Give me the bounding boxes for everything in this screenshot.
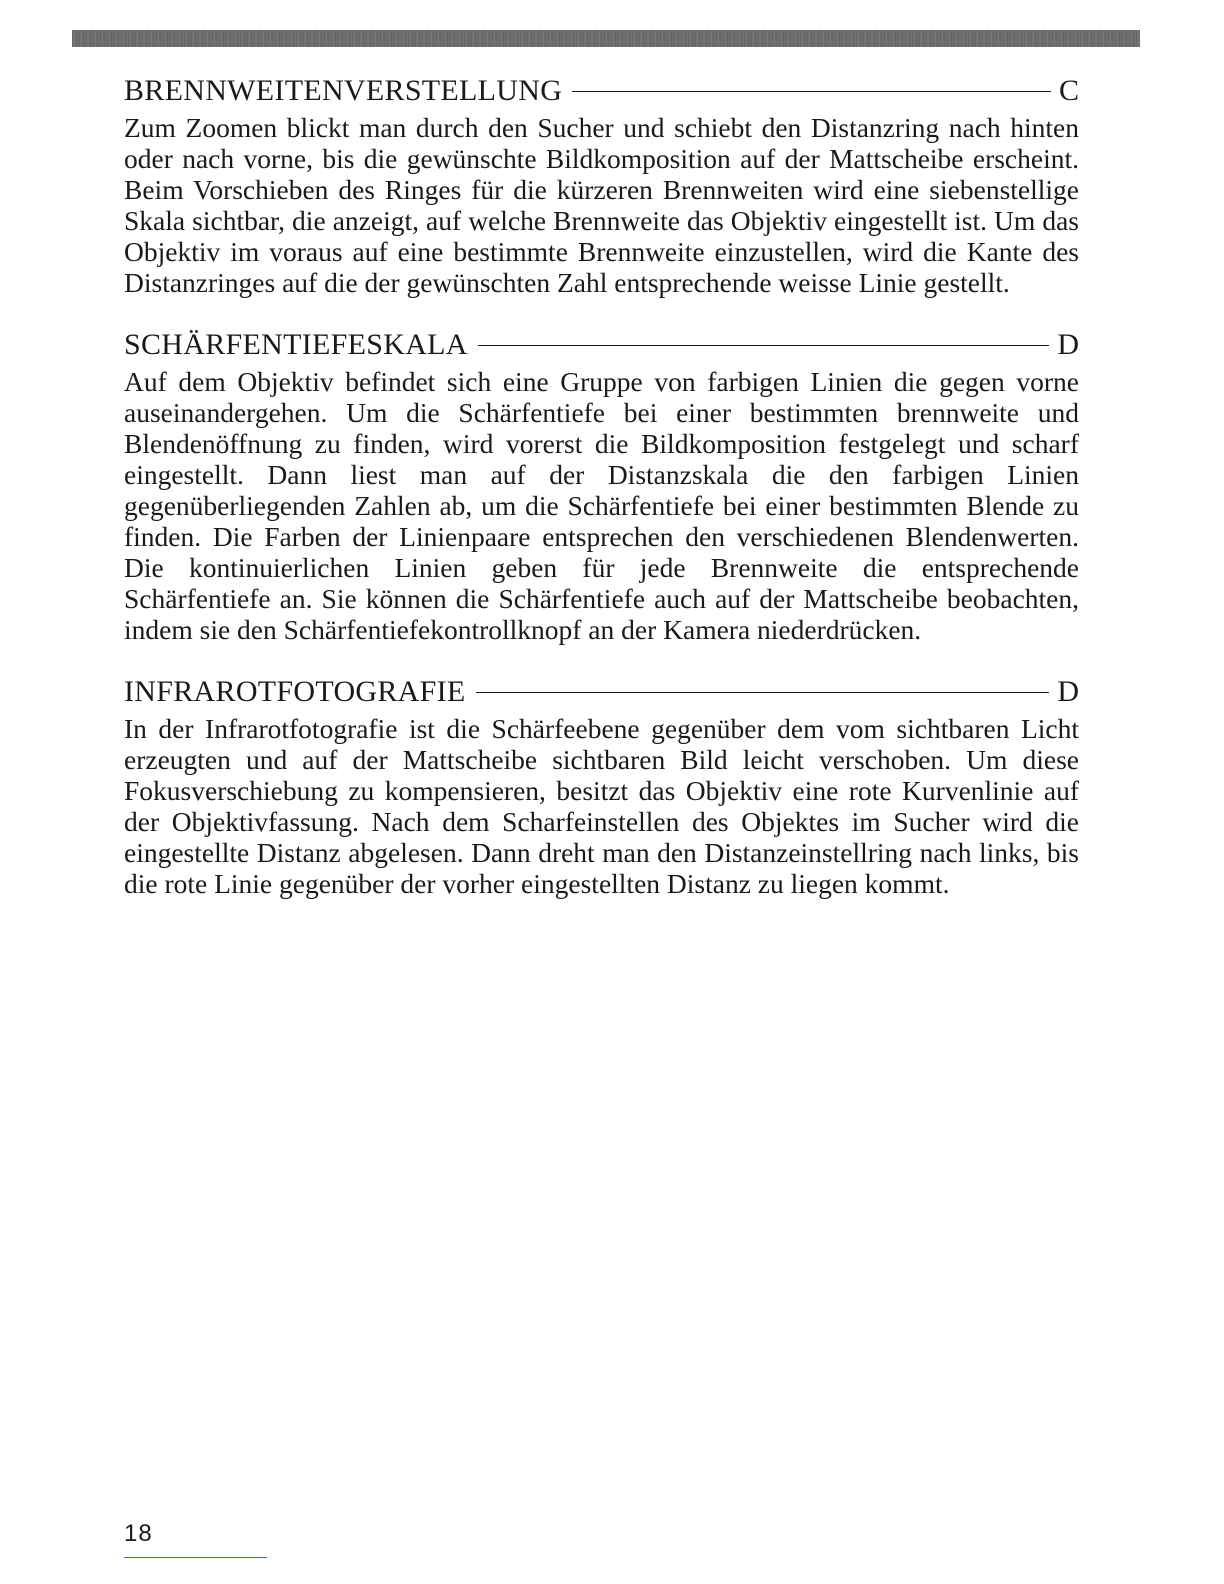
section-title: SCHÄRFENTIEFESKALA [124, 328, 468, 361]
section-heading [124, 70, 1079, 112]
section-infrarotfotografie [124, 671, 1079, 899]
section-tag: D [1057, 675, 1079, 708]
section-tag: C [1058, 74, 1079, 107]
footer-rule [124, 1557, 267, 1558]
section-heading [124, 324, 1079, 366]
section-tag: D [1057, 328, 1079, 361]
document-body [124, 70, 1079, 925]
top-border-bar [72, 30, 1140, 47]
section-brennweitenverstellung [124, 70, 1079, 298]
section-paragraph: Auf dem Objektiv befindet sich eine Gruppe von farbigen Linien die gegen vorne auseinandergehen. Um die Schärfentiefe bei einer bestimmten brennweite und Blendenöffnung zu finden, wird vorerst die Bildkomposition festgelegt und scharf eingestellt. Dann liest man auf der Distanzskala die den farbigen Linien gegenüberliegenden Zahlen ab, um die Schärfentiefe bei einer bestimmten Blende zu finden. Die Farben der Linienpaare entsprechen den verschiedenen Blendenwerten. Die kontinuierlichen Linien geben für jede Brennweite die entsprechende Schärfentiefe an. Sie können die Schärfentiefe auch auf der Mattscheibe beobachten, indem sie den Schärfentiefekontrollknopf an der Kamera niederdrücken. [124, 366, 1079, 645]
heading-rule [476, 692, 1050, 693]
section-paragraph: In der Infrarotfotografie ist die Schärfeebene gegenüber dem vom sichtbaren Licht erzeugten und auf der Mattscheibe sichtbaren Bild leicht verschoben. Um diese Fokusverschiebung zu kompensieren, besitzt das Objektiv eine rote Kurvenlinie auf der Objektivfassung. Nach dem Scharfeinstellen des Objektes im Sucher wird die eingestellte Distanz abgelesen. Dann dreht man den Distanzeinstellring nach links, bis die rote Linie gegenüber der vorher eingestellten Distanz zu liegen kommt. [124, 713, 1079, 899]
page-number: 18 [124, 1520, 153, 1547]
section-heading [124, 671, 1079, 713]
heading-rule [572, 91, 1051, 92]
section-title: INFRAROTFOTOGRAFIE [124, 675, 466, 708]
section-schaerfentiefeskala [124, 324, 1079, 645]
heading-rule [478, 345, 1050, 346]
section-paragraph: Zum Zoomen blickt man durch den Sucher und schiebt den Distanzring nach hinten oder nach vorne, bis die gewünschte Bildkomposition auf der Mattscheibe erscheint. Beim Vorschieben des Ringes für die kürzeren Brennweiten wird eine siebenstellige Skala sichtbar, die anzeigt, auf welche Brennweite das Objektiv eingestellt ist. Um das Objektiv im voraus auf eine bestimmte Brennweite einzustellen, wird die Kante des Distanzringes auf die der gewünschten Zahl entsprechende weisse Linie gestellt. [124, 112, 1079, 298]
section-title: BRENNWEITENVERSTELLUNG [124, 74, 563, 107]
